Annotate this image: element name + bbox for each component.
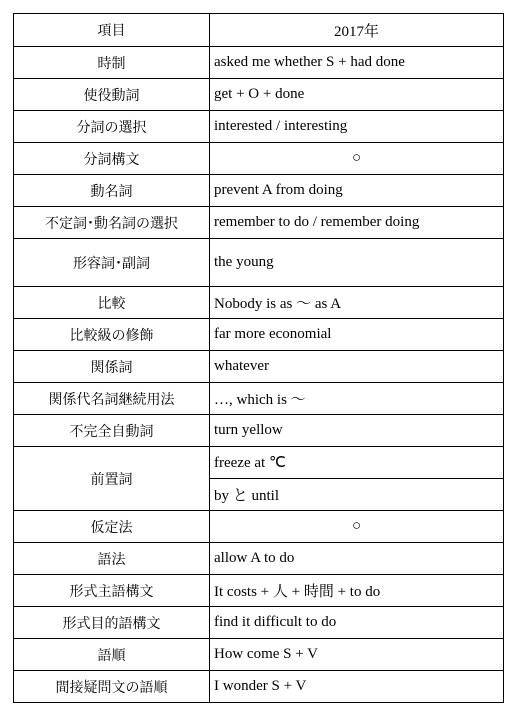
item-cell: 語法 — [14, 543, 210, 575]
item-cell: 使役動詞 — [14, 79, 210, 111]
table-row — [14, 351, 504, 383]
value-cell: I wonder S + V — [210, 671, 504, 703]
table-row — [14, 143, 504, 175]
item-cell: 分詞構文 — [14, 143, 210, 175]
table-row — [14, 319, 504, 351]
item-cell: 不定詞･動名詞の選択 — [14, 207, 210, 239]
value-cell: freeze at ℃ — [210, 447, 504, 479]
table-row — [14, 607, 504, 639]
header-row — [14, 14, 504, 47]
item-cell: 仮定法 — [14, 511, 210, 543]
item-cell: 前置詞 — [14, 447, 210, 511]
value-cell: …, which is ～ — [210, 383, 504, 415]
table-row — [14, 207, 504, 239]
item-header: 項目 — [14, 14, 210, 47]
table-row — [14, 239, 504, 287]
value-cell: whatever — [210, 351, 504, 383]
value-cell: It costs + 人 + 時間 + to do — [210, 575, 504, 607]
item-cell: 関係代名詞継続用法 — [14, 383, 210, 415]
item-cell: 分詞の選択 — [14, 111, 210, 143]
value-cell: by と until — [210, 479, 504, 511]
item-cell: 動名詞 — [14, 175, 210, 207]
table-row — [14, 639, 504, 671]
table-row — [14, 383, 504, 415]
circle-mark: ○ — [210, 143, 504, 175]
grammar-table — [13, 13, 504, 703]
table-row — [14, 47, 504, 79]
table-row — [14, 671, 504, 703]
item-cell: 形式主語構文 — [14, 575, 210, 607]
value-cell: asked me whether S + had done — [210, 47, 504, 79]
value-cell: far more economial — [210, 319, 504, 351]
item-cell: 語順 — [14, 639, 210, 671]
item-cell: 不完全自動詞 — [14, 415, 210, 447]
table-row — [14, 79, 504, 111]
item-cell: 関係詞 — [14, 351, 210, 383]
table-row — [14, 511, 504, 543]
circle-mark: ○ — [210, 511, 504, 543]
value-cell: Nobody is as ～ as A — [210, 287, 504, 319]
table-row — [14, 415, 504, 447]
value-cell: How come S + V — [210, 639, 504, 671]
value-cell: prevent A from doing — [210, 175, 504, 207]
table-row — [14, 447, 504, 479]
item-cell: 形式目的語構文 — [14, 607, 210, 639]
value-cell: find it difficult to do — [210, 607, 504, 639]
year-header: 2017年 — [210, 14, 504, 47]
item-cell: 比較級の修飾 — [14, 319, 210, 351]
table-row — [14, 543, 504, 575]
item-cell: 比較 — [14, 287, 210, 319]
value-cell: turn yellow — [210, 415, 504, 447]
item-cell: 形容詞･副詞 — [14, 239, 210, 287]
table-row — [14, 287, 504, 319]
value-cell: remember to do / remember doing — [210, 207, 504, 239]
item-cell: 時制 — [14, 47, 210, 79]
value-cell: interested / interesting — [210, 111, 504, 143]
value-cell: get + O + done — [210, 79, 504, 111]
table-row — [14, 575, 504, 607]
value-cell: the young — [210, 239, 504, 287]
table-row — [14, 111, 504, 143]
table-row — [14, 175, 504, 207]
value-cell: allow A to do — [210, 543, 504, 575]
item-cell: 間接疑問文の語順 — [14, 671, 210, 703]
